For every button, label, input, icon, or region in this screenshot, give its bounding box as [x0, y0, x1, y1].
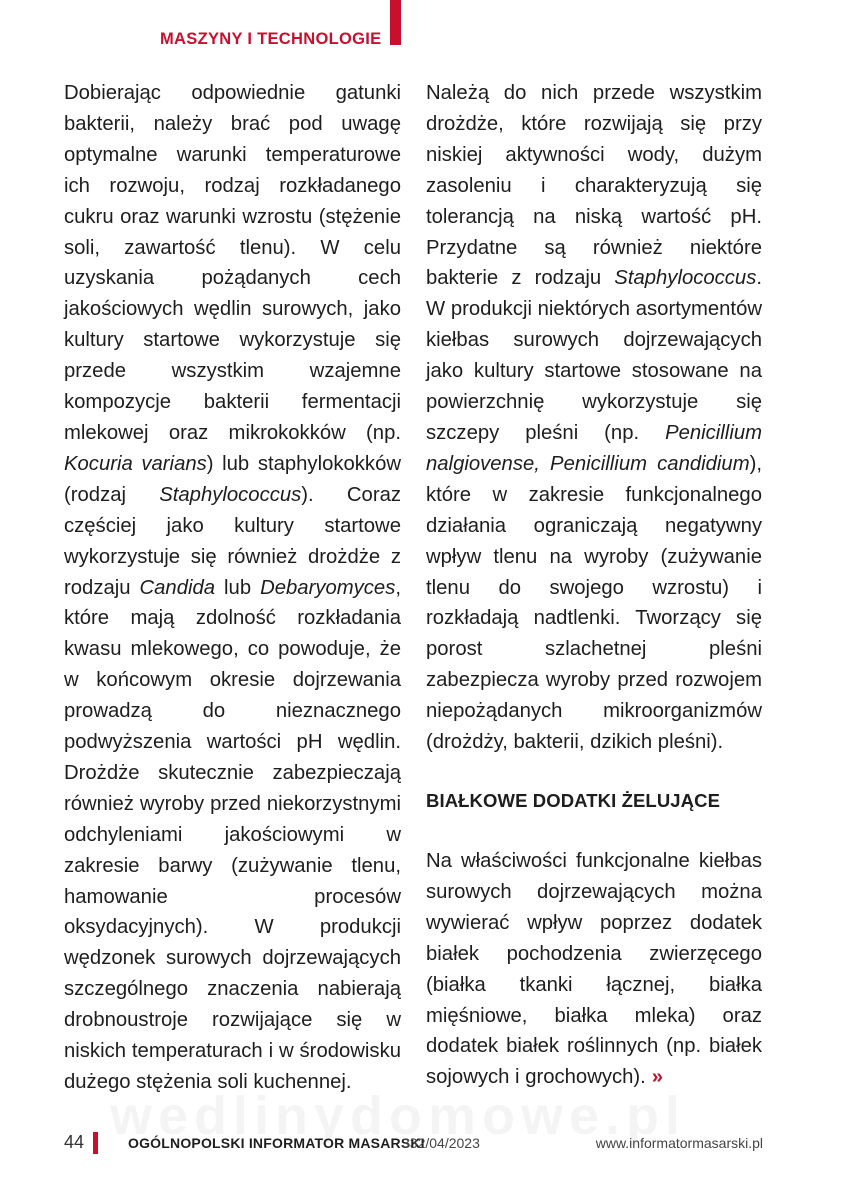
subheading: BIAŁKOWE DODATKI ŻELUJĄCE	[426, 790, 721, 811]
continue-arrow-icon: »	[651, 1066, 660, 1089]
section-accent-bar	[390, 0, 401, 45]
right-column-continued	[426, 846, 762, 1093]
left-column	[64, 78, 401, 1098]
publication-url: www.informatormasarski.pl	[595, 1135, 763, 1151]
footer	[0, 1132, 843, 1158]
page-number: 44	[64, 1132, 85, 1152]
right-column	[426, 78, 762, 758]
left-paragraph: Dobierając odpowiednie gatunki bakterii, należy brać pod uwagę optymalne warunki temperaturowe ich rozwoju, rodzaj rozkładanego cukru oraz warunki wzrostu (stężenie soli, zawartość tlenu). W celu uzyskania pożądanych cech jakościowych wędlin surowych, jako kultury startowe wykorzystuje się przede wszystkim wzajemne kompozycje bakterii fermentacji mlekowej oraz mikrokokków (np. Kocuria varians) lub staphylokokków (rodzaj Staphylococcus). Coraz częściej jako kultury startowe wykorzystuje się również drożdże z rodzaju Candida lub Debaryomyces, które mają zdolność rozkładania kwasu mlekowego, co powoduje, że w końcowym okresie dojrzewania prowadzą do nieznacznego podwyższenia wartości pH wędlin. Drożdże skutecznie zabezpieczają również wyroby przed niekorzystnymi odchyleniami jakościowymi w zakresie barwy (zużywanie tlenu, hamowanie procesów oksydacyjnych). W produkcji wędzonek surowych dojrzewających szczególnego znaczenia nabierają drobnoustroje rozwijające się w niskich temperaturach i w środowisku dużego stężenia soli kuchennej.	[64, 82, 401, 1093]
issue-number: 332/04/2023	[402, 1135, 480, 1151]
right-paragraph-1: Należą do nich przede wszystkim drożdże, które rozwijają się przy niskiej aktywności wody, dużym zasoleniu i charakteryzują się tolerancją na niską wartość pH. Przydatne są również niektóre bakterie z rodzaju Staphylococcus. W produkcji niektórych asortymentów kiełbas surowych dojrzewających jako kultury startowe stosowane na powierzchnię wykorzystuje się szczepy pleśni (np. Penicillium nalgiovense, Penicillium candidium), które w zakresie funkcjonalnego działania ograniczają negatywny wpływ tlenu na wyroby (zużywanie tlenu do swojego wzrostu) i rozkładają nadtlenki. Tworzący się porost szlachetnej pleśni zabezpiecza wyroby przed rozwojem niepożądanych mikroorganizmów (drożdży, bakterii, dzikich pleśni).	[426, 82, 762, 754]
footer-accent-bar	[93, 1132, 98, 1154]
right-paragraph-2: Na właściwości funkcjonalne kiełbas surowych dojrzewających można wywierać wpływ poprzez dodatek białek pochodzenia zwierzęcego (białka tkanki łącznej, białka mięśniowe, białka mleka) oraz dodatek białek roślinnych (np. białek sojowych i grochowych). »	[426, 850, 762, 1089]
section-label: MASZYNY I TECHNOLOGIE	[160, 30, 382, 48]
publication-name: OGÓLNOPOLSKI INFORMATOR MASARSKI	[128, 1135, 425, 1151]
